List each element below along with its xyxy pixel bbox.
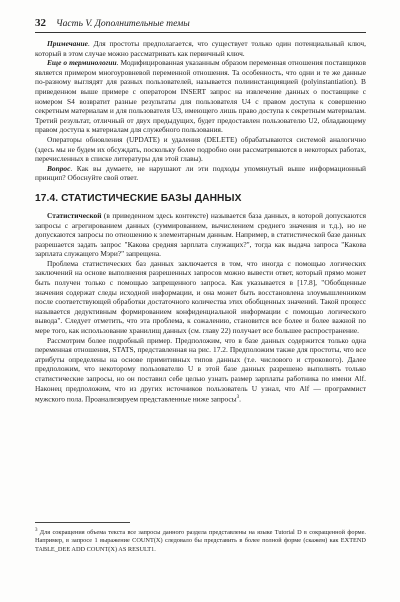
example-text: Рассмотрим более подробный пример. Предположим, что в базе данных содержится только одна переменная отношения, STATS, представленная на рис. 17.2. Предположим также для простоты, что все атрибуты определены на основе примитивных типов данных (т.е. числового и строкового). Далее предположим, что некоторому пользователю U в этой базе данных разрешено выполнять только статистические запросы, но он поставил себе целью узнать размер зарплаты работника по имени Alf. Наконец предположим, что из других источников пользователь U узнал, что Alf — программист мужского пола. Проанализируем представленные ниже запросы xyxy=(35,335,366,404)
statistical-db-paragraph xyxy=(35,211,366,259)
footnote xyxy=(35,527,366,554)
problem-text: Проблема статистических баз данных заключается в том, что иногда с помощью логических заключений на основе выполнения разрешенных запросов можно вывести ответ, который прямо может быть получен только с помощью запрещенного запроса. Как указывается в [17.8], "Обобщенные значения содержат следы исходной информации, и она может быть восстановлена злоумышленником после соответствующей обработки достаточного количества этих обобщенных значений. Такой процесс называется дедуктивным формированием конфиденциальной информации с помощью логического вывода". Следует отметить, что эта проблема, к сожалению, становится все более и более важной по мере того, как использование хранилищ данных (см. главу 22) получает все большее распространение. xyxy=(35,258,366,336)
footnote-text: Для сокращения объема текста все запросы данного раздела представлены на языке Tutorial D в сокращенной форме. Например, в запросе 1 выражение COUNT(X) следовало бы представить в более полной форме (скажем) как EXTEND TABLE_DEE ADD COUNT(X) AS RESULT1. xyxy=(35,529,366,553)
note-paragraph xyxy=(35,39,366,58)
footnote-divider xyxy=(35,522,130,523)
running-title: Часть V. Дополнительные темы xyxy=(56,18,190,29)
question-paragraph xyxy=(35,164,366,183)
problem-paragraph xyxy=(35,259,366,336)
question-lead: Вопрос xyxy=(47,163,71,173)
terminology-text: . Модифицированная указанным образом переменная отношения поставщиков является примером многоуровневой переменной отношения. Та особенность, что одни и те же данные по-разному выглядят для разных пользователей, называется полиинстанцияцией (polyinstantiation). В приведенном выше примере с оператором INSERT запрос на извлечение данных о поставщике с номером S4 возвратит разные результаты для пользователя U4 с правом доступа к совершенно секретным материалам и для пользователя U3, имеющего лишь право доступа к секретным материалам. Третий результат, отличный от двух предыдущих, будет предоставлен пользователю U2, обладающему правом доступа к материалам для служебного пользования. xyxy=(35,58,366,135)
note-text: . Для простоты предполагается, что существует только один потенциальный ключ, который в этом случае можно рассматривать как первичный ключ. xyxy=(35,39,366,58)
section-heading: 17.4. СТАТИСТИЧЕСКИЕ БАЗЫ ДАННЫХ xyxy=(35,192,242,204)
statistical-db-text: (в приведенном здесь контексте) называется база данных, в которой допускаются запросы с агрегированием данных (суммированием, вычислением среднего значения и т.д.), но не допускаются запросы по отношению к элементарным данным. Например, в статистической базе данных разрешается задать запрос "Какова средняя зарплата служащих?", тогда как выдача запроса "Какова зарплата служащего Мэри?" запрещена. xyxy=(35,210,366,259)
footnote-mark: 3 xyxy=(35,528,38,533)
terminology-paragraph xyxy=(35,58,366,135)
terminology-lead: Еще о терминологии xyxy=(47,58,117,68)
page-number: 32 xyxy=(35,17,46,29)
footnote-reference[interactable]: 3 xyxy=(236,395,240,401)
example-end: . xyxy=(239,394,241,404)
running-header xyxy=(35,17,366,33)
note-lead: Примечание xyxy=(47,39,88,48)
question-text: . Как вы думаете, не нарушают ли эти подходы упомянутый выше информационный принцип? Обоснуйте свой ответ. xyxy=(35,163,366,183)
statistical-db-lead: Статистической xyxy=(47,210,102,220)
operators-text: Операторы обновления (UPDATE) и удаления (DELETE) обрабатываются системой аналогично (здесь мы не будем их обсуждать, поскольку более подробно они рассматриваются в некоторых работах, перечисленных в списке литературы для этой главы). xyxy=(35,134,366,164)
example-paragraph xyxy=(35,336,366,405)
operators-paragraph xyxy=(35,135,366,164)
